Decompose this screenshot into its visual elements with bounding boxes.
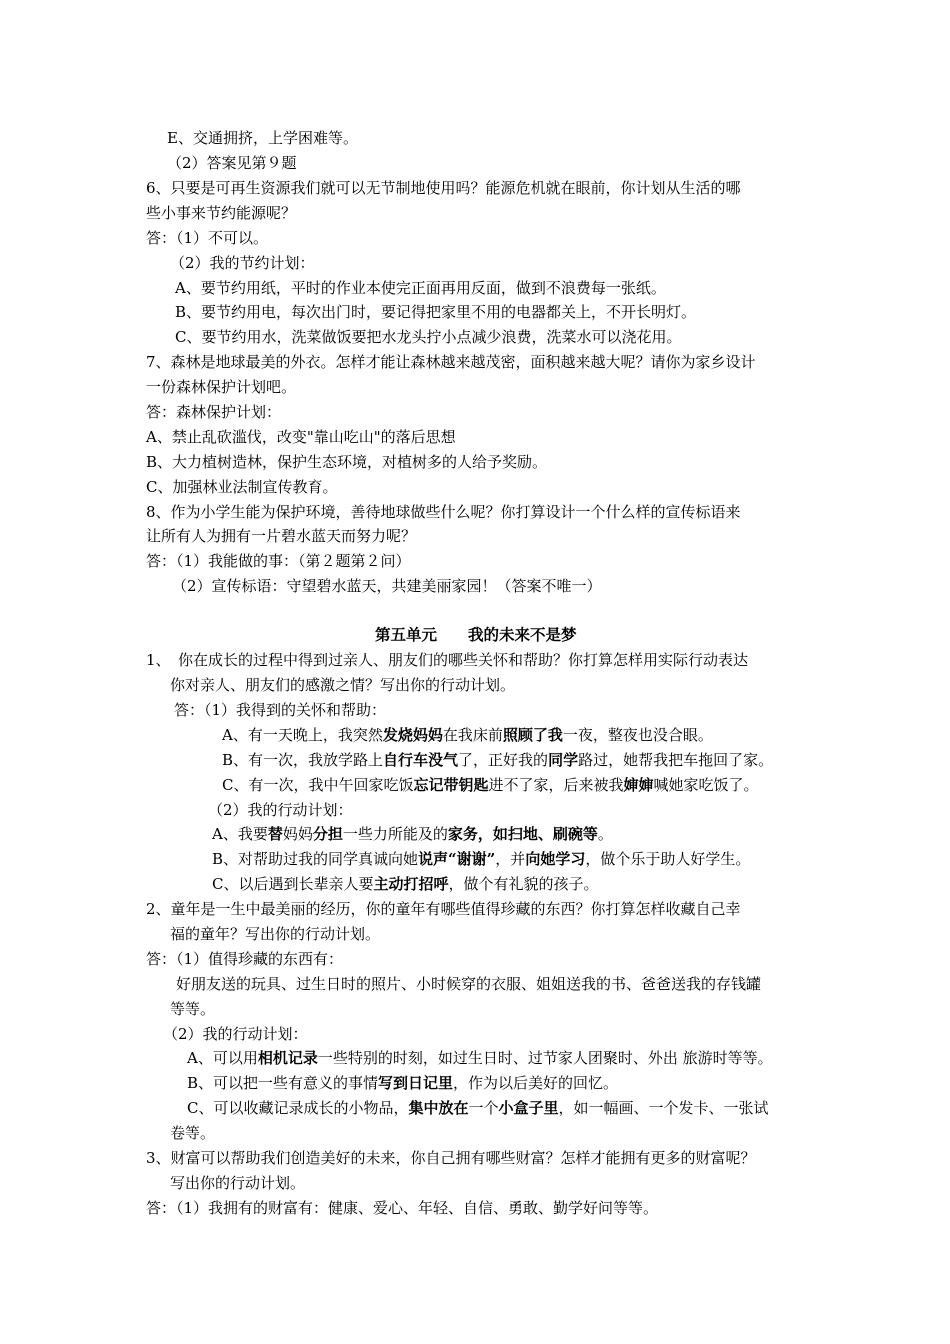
- answer-line: （2）宣传标语：守望碧水蓝天，共建美丽家园！（答案不唯一）: [172, 577, 602, 595]
- text-span: C、以后遇到长辈亲人要: [212, 875, 374, 893]
- text-span: ，作为以后美好的回忆。: [453, 1074, 619, 1092]
- text-span: 喊她家吃饭了。: [653, 776, 759, 794]
- question-2: 2、童年是一生中最美丽的经历，你的童年有哪些值得珍藏的东西？你打算怎样收藏自己幸: [146, 900, 741, 918]
- text-span: 一些特别的时刻，如过生日时、过节家人团聚时、外出 旅游时等等。: [317, 1049, 773, 1067]
- text-span: B、对帮助过我的同学真诚向她: [212, 850, 419, 868]
- question-1: 1、 你在成长的过程中得到过亲人、朋友们的哪些关怀和帮助？你打算怎样用实际行动表达: [146, 651, 749, 669]
- text-span: 了，正好我的: [458, 751, 549, 769]
- text-span: ，做个乐于助人好学生。: [585, 850, 751, 868]
- text-span: A、我要: [212, 825, 268, 843]
- question-3: 3、财富可以帮助我们创造美好的未来，你自己拥有哪些财富？怎样才能拥有更多的财富呢？: [146, 1149, 756, 1167]
- answer-line: 等等。: [170, 1000, 216, 1018]
- answer-line: [212, 824, 613, 844]
- answer-line: [187, 1098, 769, 1118]
- answer-line: [187, 1073, 618, 1093]
- answer-line: 答：森林保护计划：: [146, 403, 282, 421]
- text-span: ，并: [495, 850, 526, 868]
- answer-line: [222, 750, 773, 770]
- bold-span: 忘记带钥匙: [413, 776, 489, 794]
- question-8: 8、作为小学生能为保护环境，善待地球做些什么呢？你打算设计一个什么样的宣传标语来: [146, 503, 741, 521]
- question-1-cont: 你对亲人、朋友们的感激之情？写出你的行动计划。: [170, 676, 516, 694]
- text-span: 一些力所能及的: [342, 825, 448, 843]
- answer-line: [212, 874, 599, 894]
- bold-span: 发烧妈妈: [382, 726, 443, 744]
- bold-span: 集中放在: [408, 1099, 469, 1117]
- question-6-cont: 些小事来节约能源呢？: [146, 204, 297, 222]
- question-3-cont: 写出你的行动计划。: [170, 1174, 306, 1192]
- answer-line: （2）我的节约计划：: [170, 254, 315, 272]
- text-span: 一夜，整夜也没合眼。: [562, 726, 713, 744]
- question-8-cont: 让所有人为拥有一片碧水蓝天而努力呢？: [146, 527, 417, 545]
- answer-line: [222, 775, 759, 795]
- text-span: 路过，她帮我把车拖回了家。: [578, 751, 774, 769]
- question-6: 6、只要是可再生资源我们就可以无节制地使用吗？能源危机就在眼前，你计划从生活的哪: [146, 179, 741, 197]
- answer-line: （2）我的行动计划：: [163, 1025, 308, 1043]
- question-2-cont: 福的童年？写出你的行动计划。: [170, 925, 381, 943]
- bold-span: 向她学习: [525, 850, 586, 868]
- question-7: 7、森林是地球最美的外衣。怎样才能让森林越来越茂密，面积越来越大呢？请你为家乡设计: [146, 353, 756, 371]
- text-span: A、有一天晚上，我突然: [222, 726, 383, 744]
- answer-line: 答：（1）我拥有的财富有：健康、爱心、年轻、自信、勇敢、勤学好问等等。: [146, 1199, 659, 1217]
- text-line: （2）答案见第９题: [167, 154, 297, 172]
- text-span: 在我床前: [442, 726, 503, 744]
- bold-span: 说声“谢谢”: [418, 850, 496, 868]
- text-span: ，做个有礼貌的孩子。: [448, 875, 599, 893]
- bold-span: 主动打招呼: [373, 875, 449, 893]
- text-span: 妈妈: [282, 825, 313, 843]
- answer-line: B、大力植树造林，保护生态环境，对植树多的人给予奖励。: [146, 453, 548, 471]
- answer-line: 答：（1）我能做的事：（第２题第２问）: [146, 552, 411, 570]
- answer-line: B、要节约用电，每次出门时，要记得把家里不用的电器都关上，不开长明灯。: [175, 303, 697, 321]
- bold-span: 照顾了我: [502, 726, 563, 744]
- text-line: E、交通拥挤，上学困难等。: [167, 129, 358, 147]
- text-span: 。: [597, 825, 613, 843]
- bold-span: 小盒子里: [498, 1099, 559, 1117]
- text-span: 一个: [468, 1099, 499, 1117]
- answer-line: （2）我的行动计划：: [208, 801, 353, 819]
- answer-line: A、要节约用纸，平时的作业本使完正面再用反面，做到不浪费每一张纸。: [175, 279, 666, 297]
- answer-line: [212, 849, 750, 869]
- answer-line: 答：（1）我得到的关怀和帮助：: [174, 701, 387, 719]
- text-span: ，如一幅画、一个发卡、一张试: [558, 1099, 769, 1117]
- answer-line: 好朋友送的玩具、过生日时的照片、小时候穿的衣服、姐姐送我的书、爸爸送我的存钱罐: [176, 975, 762, 993]
- bold-span: 自行车没气: [383, 751, 459, 769]
- bold-span: 家务，如扫地、刷碗等: [447, 825, 598, 843]
- text-span: C、有一次，我中午回家吃饭: [222, 776, 414, 794]
- answer-line: C、要节约用水，洗菜做饭要把水龙头拧小点减少浪费，洗菜水可以浇花用。: [175, 328, 682, 346]
- text-span: 进不了家，后来被我: [488, 776, 624, 794]
- bold-span: 替: [267, 825, 283, 843]
- bold-span: 同学: [548, 751, 579, 769]
- answer-line: [187, 1048, 773, 1068]
- text-span: A、可以用: [187, 1049, 258, 1067]
- bold-span: 婶婶: [623, 776, 654, 794]
- text-span: B、有一次，我放学路上: [222, 751, 384, 769]
- bold-span: 相机记录: [257, 1049, 318, 1067]
- bold-span: 写到日记里: [378, 1074, 454, 1092]
- answer-line: [222, 725, 713, 745]
- answer-line: 答：（1）值得珍藏的东西有：: [146, 950, 344, 968]
- text-span: C、可以收藏记录成长的小物品，: [187, 1099, 409, 1117]
- bold-span: 分担: [312, 825, 343, 843]
- answer-line: 卷等。: [170, 1124, 216, 1142]
- answer-line: A、禁止乱砍滥伐，改变"靠山吃山"的落后思想: [146, 428, 456, 446]
- text-span: B、可以把一些有意义的事情: [187, 1074, 379, 1092]
- unit-title: 第五单元 我的未来不是梦: [375, 625, 577, 644]
- question-7-cont: 一份森林保护计划吧。: [146, 378, 297, 396]
- answer-line: 答：（1）不可以。: [146, 229, 269, 247]
- answer-line: C、加强林业法制宣传教育。: [146, 478, 338, 496]
